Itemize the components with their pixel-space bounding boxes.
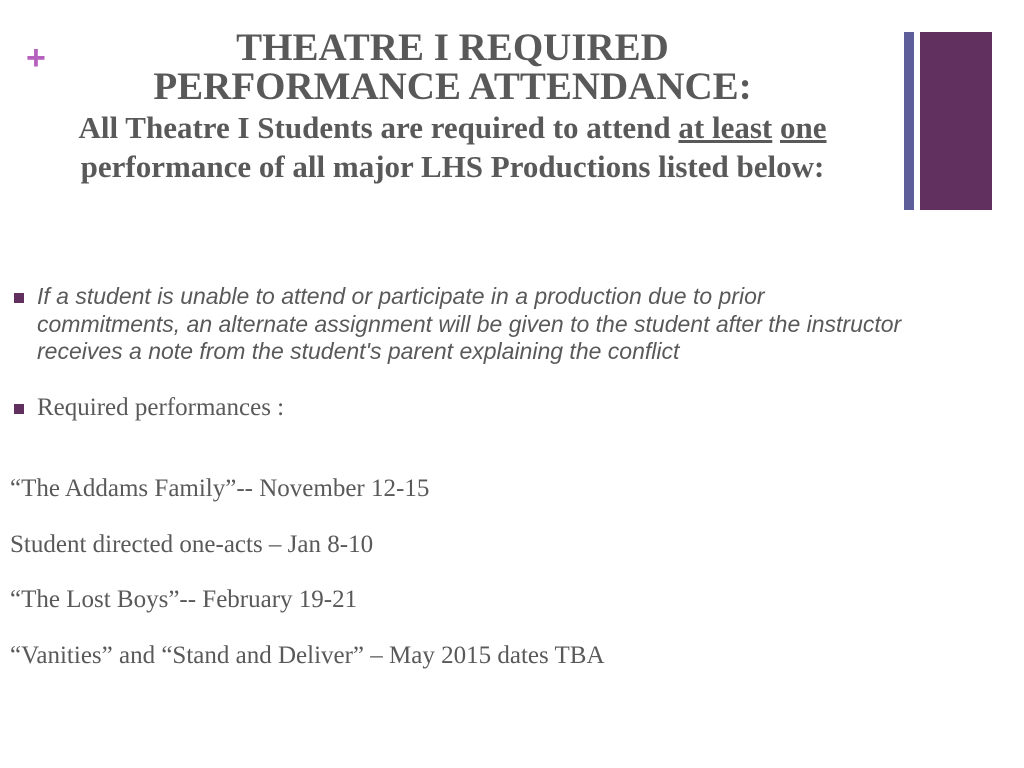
subtitle-text: All Theatre I Students are required to attend [78, 110, 679, 145]
subtitle-spacer [772, 110, 780, 145]
bullet-item [12, 283, 902, 366]
plus-icon: + [26, 39, 46, 77]
bullet-list [12, 283, 902, 424]
performance-item: “The Lost Boys”-- February 19-21 [10, 586, 358, 613]
performance-item: “Vanities” and “Stand and Deliver” – May 2015 dates TBA [10, 642, 605, 669]
performance-item: Student directed one-acts – Jan 8-10 [10, 531, 374, 558]
bullet-square-icon [14, 293, 24, 303]
decorative-bar-thick [920, 32, 992, 210]
performance-item: “The Addams Family”-- November 12-15 [10, 475, 430, 502]
bullet-item [12, 392, 902, 424]
subtitle-text-end: performance of all major LHS Productions listed below: [80, 149, 825, 184]
subtitle-emphasis-one: one [780, 110, 827, 145]
slide-subtitle [0, 108, 905, 186]
title-line-2: PERFORMANCE ATTENDANCE: [153, 65, 752, 108]
slide-title [0, 28, 905, 186]
title-line-1: THEATRE I REQUIRED [236, 26, 669, 69]
bullet-text-conflict-policy: If a student is unable to attend or participate in a production due to prior commitments, an alternate assignment will be given to the student after the instructor receives a note from the student's parent explaining the conflict [37, 283, 902, 364]
bullet-text-required-performances: Required performances : [37, 393, 285, 421]
subtitle-emphasis-at-least: at least [678, 110, 773, 145]
bullet-square-icon [14, 404, 24, 414]
decorative-bar-thin [904, 32, 914, 210]
